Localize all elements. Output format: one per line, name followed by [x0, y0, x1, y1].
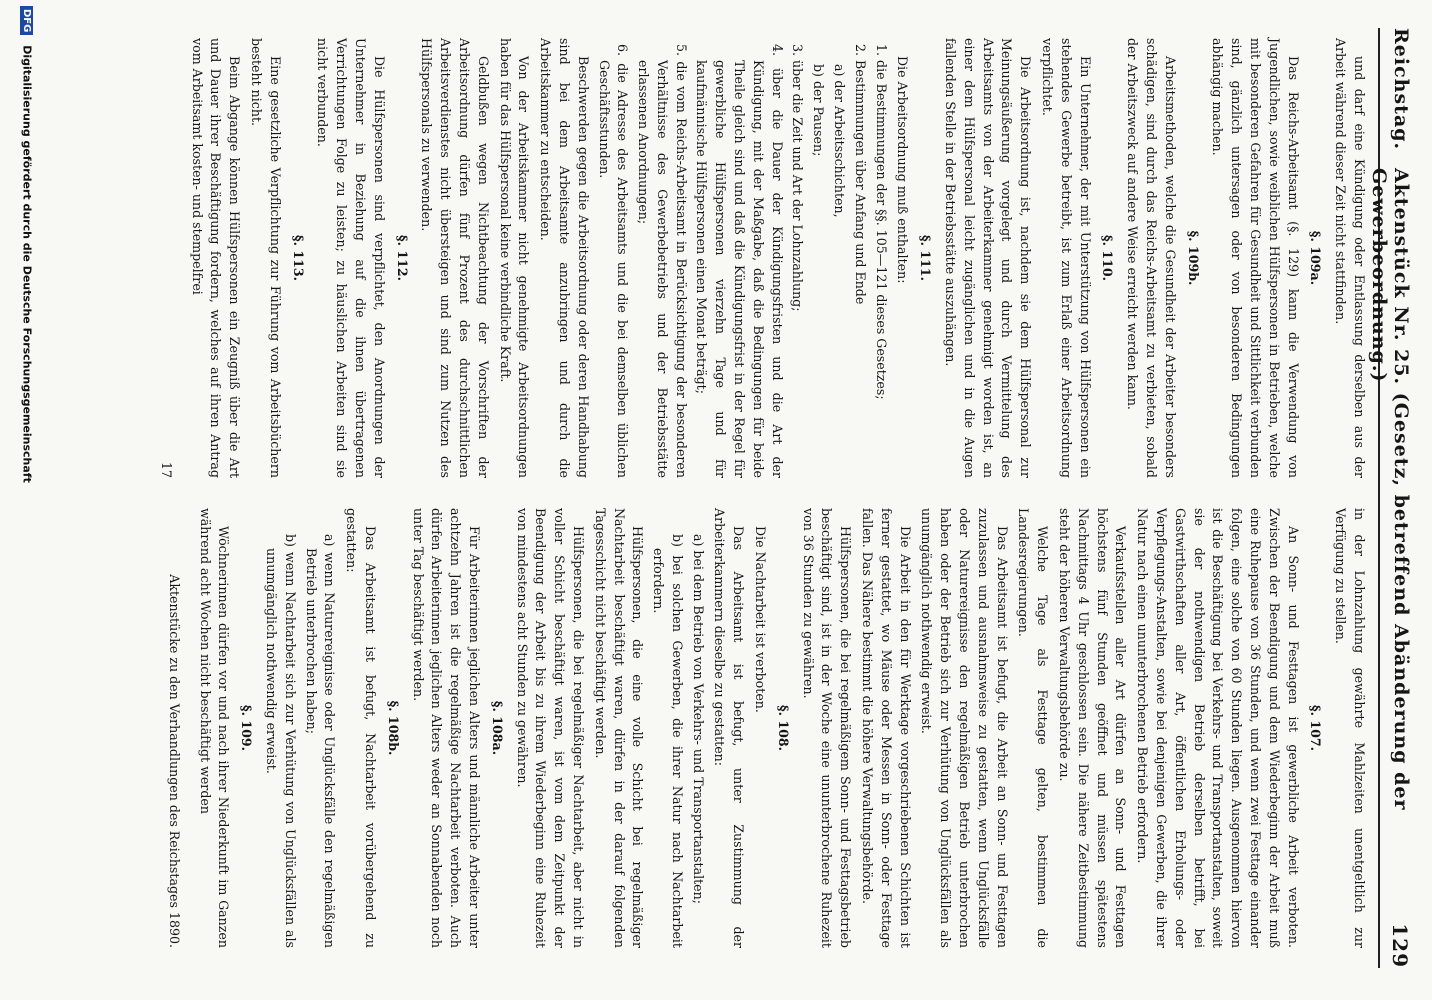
sub-list-item: b) der Pausen;	[811, 64, 827, 157]
sub-list-item: b) wenn Nachtarbeit sich zur Verhütung von Unglücksfällen als unumgänglich nothwendig erweist.	[263, 534, 298, 948]
page-footer	[10, 0, 34, 1000]
paragraph: Wöchnerinnen dürfen vor und nach ihrer Niederkunft im Ganzen während acht Wochen nicht beschäftigt werden	[197, 508, 232, 948]
list-item: 1. die Bestimmungen der §§. 105—121 dieses Gesetzes;	[873, 44, 889, 400]
paragraph: Arbeitsmethoden, welche die Gesundheit der Arbeiter besonders schädigen, sind durch das Reichs-Arbeitsamt zu verbieten, sobald der Arbeitszweck auf andere Weise erreicht werden kann.	[1125, 38, 1178, 478]
section-heading: §. 108.	[775, 704, 791, 752]
header-title: Aktenstück Nr. 25. (Gesetz, betreffend Abänderung der Gewerbeordnung.)	[1368, 168, 1412, 811]
paragraph: Die Nachtarbeit ist verboten.	[753, 526, 769, 713]
dfg-logo: DFG	[21, 6, 34, 35]
paragraph: Die Hülfspersonen sind verpflichtet, den Anordnungen der Unternehmer in Beziehung auf die ihnen übertragenen Verrichtungen Folge zu leisten; zu häuslichen Arbeiten sind sie nicht verbunden.	[315, 38, 387, 478]
section-heading: §. 109a.	[1308, 230, 1324, 286]
paragraph: Von der Arbeitskammer nicht genehmigte Arbeitsordnungen haben für das Hülfspersonal keine verbindliche Kraft.	[497, 38, 532, 478]
paragraph: Die Arbeitsordnung muß enthalten:	[895, 56, 911, 284]
paragraph: Welche Tage als Festtage gelten, bestimmen die Landesregierungen.	[1016, 508, 1051, 948]
list-item: 6. die Adresse des Arbeitsamts und die bei demselben üblichen Geschäftsstunden.	[596, 44, 631, 478]
page-header	[1368, 28, 1420, 968]
paragraph: Das Arbeitsamt ist befugt, Nachtarbeit vorübergehend zu gestatten:	[344, 508, 378, 948]
sub-list-item: a) wenn Naturereignisse oder Unglücksfälle den regelmäßigen Betrieb unterbrochen haben;	[303, 534, 338, 948]
list-item: 2. Bestimmungen über Anfang und Ende	[852, 44, 868, 305]
paragraph: Eine gesetzliche Verpflichtung zur Führung vom Arbeitsbüchern besteht nicht.	[248, 38, 283, 478]
column-note: 17	[158, 461, 174, 478]
page-number: 129	[1388, 923, 1412, 968]
section-heading: §. 109.	[239, 704, 255, 752]
section-heading: §. 108a.	[489, 700, 505, 756]
paragraph: und darf eine Kündigung oder Entlassung derselben aus der Arbeit während dieser Zeit nicht stattfinden.	[1333, 38, 1367, 478]
sub-list-item: a) bei dem Betrieb von Verkehrs- und Transportanstalten;	[690, 534, 706, 904]
list-item: 3. über die Zeit und Art der Lohnzahlung;	[790, 44, 806, 312]
paragraph: Ein Unternehmer, der mit Unterstützung von Hülfspersonen ein stehendes Gewerbe betreibt, ist zum Erlaß einer Arbeitsordnung verpflichtet.	[1040, 38, 1093, 478]
paragraph: Verkaufsstellen aller Art dürfen an Sonn- und Festtagen höchstens fünf Stunden geöffnet und müssen spätestens Nachmittags 4 Uhr geschlossen sein. Die nähere Zeitbestimmung steht der höheren Verwaltungsbehörde zu.	[1057, 508, 1129, 948]
footer-text: Digitalisierung gefördert durch die Deutsche Forschungsgemeinschaft	[20, 45, 34, 483]
paragraph: Hülfspersonen, die eine volle Schicht bei regelmäßiger Nachtarbeit beschäftigt waren, dürfen in der darauf folgenden Tagesschicht nicht beschäftigt werden.	[592, 508, 646, 948]
right-column	[161, 508, 1368, 948]
list-item: 5. die vom Reichs-Arbeitsamt in Berücksichtigung der besonderen Verhältnisse des Gewerbebetriebs und der Betriebsstätte erlassenen Anordnungen;	[636, 44, 689, 478]
paragraph: Für Arbeiterinnen jeglichen Alters und männliche Arbeiter unter achtzehn Jahren ist die regelmäßige Nachtarbeit verboten. Auch dürfen Arbeiterinnen jeglichen Alters weder an Sonnabenden noch unter Tag beschäftigt werden.	[410, 508, 482, 948]
column-note: Aktenstücke zu den Verhandlungen des Reichstages 1890.	[166, 574, 182, 948]
paragraph: in der Lohnzahlung gewährte Mahlzeiten unentgeltlich zur Verfügung zu stellen.	[1333, 508, 1367, 948]
section-heading: §. 110.	[1100, 234, 1116, 282]
sub-list-item: a) der Arbeitsschichten,	[832, 64, 848, 218]
sub-list-item: b) bei solchen Gewerben, die ihrer Natur nach Nachtarbeit erfordern.	[651, 534, 685, 948]
paragraph: Beschwerden gegen die Arbeitsordnung oder deren Handhabung sind bei dem Arbeitsamte anzubringen und durch die Arbeitskammer zu entscheiden.	[538, 38, 591, 478]
paragraph: Hülfspersonen, die bei regelmäßigem Sonn- und Festtagsbetrieb beschäftigt sind, ist in der Woche eine ununterbrochene Ruhezeit von 36 Stunden zu gewähren.	[800, 508, 854, 948]
paragraph: Die Arbeitsordnung ist, nachdem sie dem Hülfspersonal zur Meinungsäußerung vorgelegt und durch Vermittelung des Arbeitsamts von der Arbeiterkammer genehmigt worden ist, an einer dem Hülfspersonal leicht zugänglichen und in die Augen fallenden Stelle in der Betriebsstätte auszuhängen.	[943, 38, 1034, 478]
section-heading: §. 113.	[290, 234, 306, 282]
section-heading: §. 112.	[394, 234, 410, 282]
paragraph: Das Arbeitsamt ist befugt, die Arbeit an Sonn- und Festtagen zuzulassen und ausnahmsweise zu gestatten, wenn Unglücksfälle oder Naturereignisse den regelmäßigen Betrieb unterbrochen haben oder der Betrieb sich zur Verhütung von Unglücksfällen als unumgänglich nothwendig erweist.	[919, 508, 1010, 948]
section-heading: §. 107.	[1308, 704, 1324, 752]
section-heading: §. 108b.	[385, 700, 401, 756]
paragraph: Beim Abgange können Hülfspersonen ein Zeugniß über die Art und Dauer ihrer Beschäftigung fordern, welches auf ihren Antrag vom Arbeitsamt kosten- und stempelfrei	[189, 38, 243, 478]
header-left: Reichstag.	[1390, 28, 1412, 151]
list-item: 4. über die Dauer der Kündigungsfristen und die Art der Kündigung, mit der Maßgabe, daß die Bedingungen für beide Theile gleich sind und daß die Kündigungsfrist in der Regel für gewerbliche Hülfspersonen vierzehn Tage und für kaufmännische Hülfspersonen einen Monat beträgt;	[694, 44, 785, 478]
paragraph: Das Arbeitsamt ist befugt, unter Zustimmung der Arbeiterkammern dieselbe zu gestatten:	[712, 508, 747, 948]
paragraph: Geldbußen wegen Nichtbeachtung der Vorschriften der Arbeitsordnung dürfen fünf Prozent des durchschnittlichen Arbeitsverdienstes nicht übersteigen und sind zum Nutzen des Hülfspersonals zu verwenden.	[419, 38, 491, 478]
paragraph: Hülfspersonen, die bei regelmäßiger Nachtarbeit, aber nicht in voller Schicht beschäftigt waren, ist vom dem Zeitpunkt der Beendigung der Arbeit bis zu ihrem Wiederbeginn eine Ruhezeit von mindestens acht Stunden zu gewähren.	[514, 508, 586, 948]
section-heading: §. 111.	[918, 234, 934, 282]
paragraph: Die Arbeit in den für Werktage vorgeschriebenen Schichten ist ferner gestattet, wo Mäuse oder Messen in Sonn- oder Festtage fallen. Das Nähere bestimmt die höhere Verwaltungsbehörde.	[860, 508, 913, 948]
section-heading: §. 109b.	[1185, 230, 1201, 286]
left-column	[153, 38, 1368, 478]
paragraph: Das Reichs-Arbeitsamt (§. 129) kann die Verwendung von Jugendlichen, sowie weiblichen Hülfspersonen in Betrieben, welche mit besonderen Gefahren für Gesundheit und Sittlichkeit verbunden sind, gänzlich untersagen oder von besonderen Bedingungen abhängig machen.	[1210, 38, 1301, 478]
paragraph: An Sonn- und Festtagen ist gewerbliche Arbeit verboten. Zwischen der Beendigung und dem Wiederbeginn der Arbeit muß eine Ruhepause von 36 Stunden, und wenn zwei Festtage einander folgen, eine solche von 60 Stunden liegen. Ausgenommen hiervon ist die Beschäftigung bei Verkehrs- und Transportanstalten, soweit sie der nothwendigen Betrieb derselben betrifft, bei Gastwirthschaften aller Art, öffentlichen Erholungs- oder Verpflegungs-Anstalten, sowie bei denjenigen Gewerben, die ihrer Natur nach einen ununterbrochenen Betrieb erfordern.	[1135, 508, 1301, 948]
